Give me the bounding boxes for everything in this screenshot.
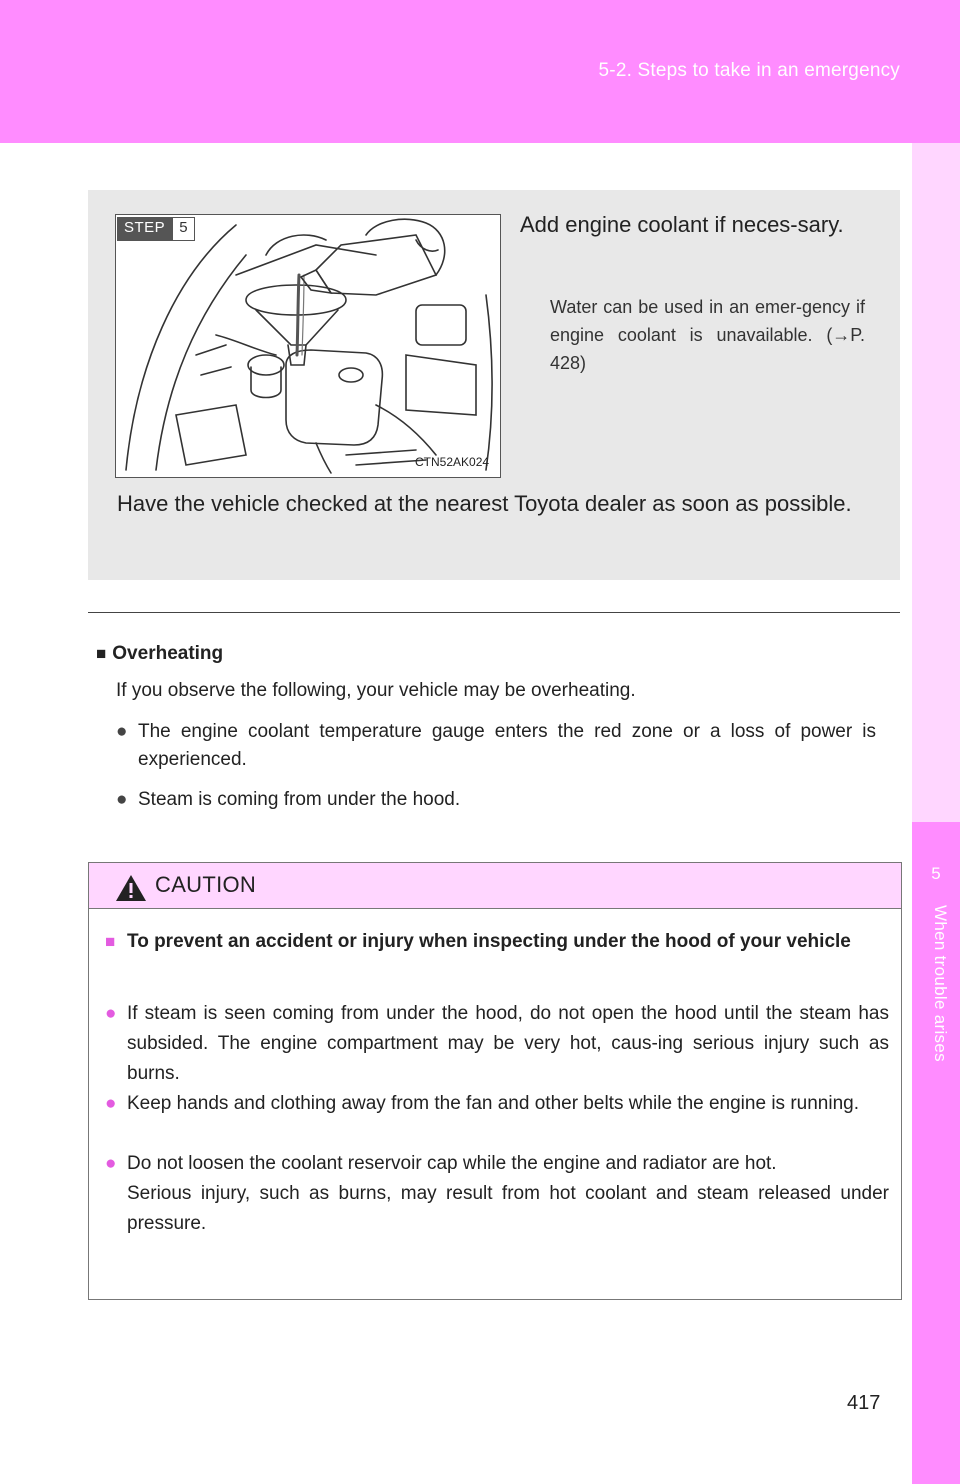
list-item [105, 1089, 889, 1119]
caution-title-text: To prevent an accident or injury when inspecting under the hood of your vehicle [127, 931, 851, 952]
bullet-dot-icon: ● [116, 721, 128, 742]
section-heading: 5-2. Steps to take in an emergency [598, 60, 900, 81]
bullet-text: The engine coolant temperature gauge enters the red zone or a loss of power is experienced. [138, 721, 876, 770]
caution-label: CAUTION [155, 872, 257, 897]
caution-header [89, 863, 901, 909]
bullet-dot-icon: ● [105, 1093, 117, 1114]
step-number: 5 [172, 217, 194, 241]
section-divider [88, 612, 900, 613]
coolant-pouring-icon [116, 215, 500, 477]
step-note: Water can be used in an emer-gency if engine coolant is unavailable. (→P. 428) [550, 297, 865, 373]
overheating-intro: If you observe the following, your vehicle may be overheating. [116, 680, 636, 701]
square-bullet-icon: ■ [96, 644, 107, 663]
bullet-dot-icon: ● [105, 1003, 117, 1024]
bullet-dot-icon: ● [105, 1153, 117, 1174]
caution-title [105, 927, 889, 957]
page-number: 417 [847, 1392, 881, 1414]
step-footer-text: Have the vehicle checked at the nearest Toyota dealer as soon as possible. [117, 491, 852, 516]
overheating-heading [96, 643, 223, 665]
warning-triangle-icon [115, 874, 147, 902]
step-instruction: Add engine coolant if neces-sary. [520, 212, 844, 237]
side-tab-label: When trouble arises [931, 905, 950, 1062]
caution-box [88, 862, 902, 1300]
side-tab-number: 5 [931, 864, 941, 883]
overheating-title: Overheating [112, 643, 224, 664]
bullet-text: If steam is seen coming from under the hood, do not open the hood until the steam has subsided. The engine compartment may be very hot, caus-ing serious injury such as burns. [127, 1003, 889, 1084]
bullet-text: Keep hands and clothing away from the fan and other belts while the engine is running. [127, 1093, 859, 1114]
square-bullet-icon: ■ [105, 932, 116, 951]
bullet-text: Do not loosen the coolant reservoir cap while the engine and radiator are hot. [127, 1153, 777, 1174]
step-label: STEP [117, 217, 172, 241]
step-badge [117, 217, 195, 241]
bullet-extra-text: Serious injury, such as burns, may result from hot coolant and steam released under pressure. [127, 1183, 889, 1234]
list-item [105, 1149, 889, 1239]
list-item [116, 718, 876, 774]
bullet-text: Steam is coming from under the hood. [138, 789, 461, 810]
list-item [105, 999, 889, 1089]
engine-coolant-illustration [115, 214, 501, 478]
figure-code: CTN52AK024 [415, 455, 490, 469]
bullet-dot-icon: ● [116, 789, 128, 810]
list-item [116, 786, 876, 814]
